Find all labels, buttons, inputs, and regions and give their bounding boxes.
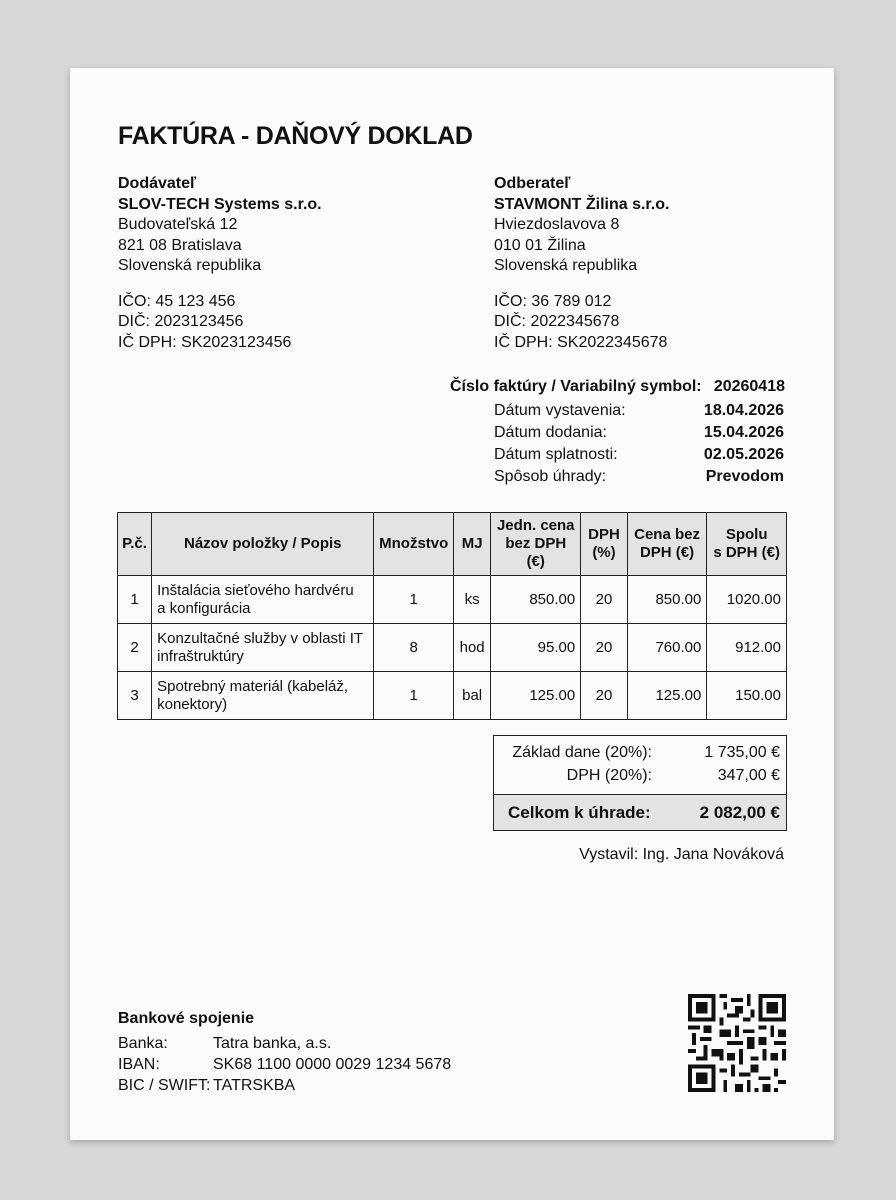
bic-row [118, 1075, 296, 1096]
invoice-title: FAKTÚRA - DAŇOVÝ DOKLAD [118, 122, 473, 150]
unit-price-header-line3: (€) [526, 553, 545, 570]
row-description-line1: Inštalácia sieťového hardvéru [157, 581, 354, 599]
col-header-unit-price [491, 513, 581, 576]
supplier-block [118, 174, 448, 353]
row-vat: 20 [581, 624, 628, 672]
unit-price-header-line1: Jedn. cena [496, 517, 575, 534]
due-date-label: Dátum splatnosti: [494, 446, 618, 463]
bank-details-label: Bankové spojenie [118, 1010, 255, 1027]
row-pc: 1 [118, 576, 152, 624]
vat-header-line1: DPH [588, 526, 620, 543]
table-row [118, 576, 787, 624]
due-date-row [494, 446, 784, 468]
grand-total-label: Celkom k úhrade: [508, 803, 651, 822]
customer-icdph: IČ DPH: SK2022345678 [494, 333, 668, 351]
supplier-street: Budovateľská 12 [118, 216, 238, 233]
payment-method-row [494, 468, 784, 490]
col-header-unit: MJ [454, 513, 491, 576]
issue-date-row [494, 402, 784, 424]
row-unit-price: 125.00 [491, 672, 581, 720]
due-date-value: 02.05.2026 [703, 446, 784, 463]
row-pc: 2 [118, 624, 152, 672]
row-unit-price: 95.00 [491, 624, 581, 672]
vat-total-value: 347,00 € [717, 767, 780, 784]
customer-block [494, 174, 794, 353]
bank-name-row [118, 1033, 332, 1054]
supplier-country: Slovenská republika [118, 257, 262, 274]
items-table [117, 512, 787, 720]
row-pc: 3 [118, 672, 152, 720]
row-total: 1020.00 [707, 576, 787, 624]
bank-name-label: Banka: [118, 1035, 168, 1052]
grand-total-value: 2 082,00 € [699, 803, 780, 822]
supplier-icdph: IČ DPH: SK2023123456 [118, 333, 292, 351]
supplier-ico: IČO: 45 123 456 [118, 292, 236, 310]
total-header-line2: s DPH (€) [713, 544, 781, 561]
supplier-name: SLOV-TECH Systems s.r.o. [118, 195, 322, 213]
table-row [118, 624, 787, 672]
row-description-line1: Konzultačné služby v oblasti IT [157, 629, 364, 647]
row-qty: 1 [374, 576, 454, 624]
row-description-line2: konektory) [157, 695, 228, 713]
customer-country: Slovenská republika [494, 257, 638, 274]
invoice-dates [494, 402, 784, 492]
payment-method-label: Spôsob úhrady: [494, 468, 607, 485]
delivery-date-value: 15.04.2026 [703, 424, 784, 441]
customer-name: STAVMONT Žilina s.r.o. [494, 195, 670, 213]
delivery-date-label: Dátum dodania: [494, 424, 607, 441]
supplier-city: 821 08 Bratislava [118, 236, 242, 254]
col-header-name: Názov položky / Popis [152, 513, 374, 576]
unit-price-header-line2: bez DPH [505, 535, 567, 552]
payment-method-value: Prevodom [705, 468, 784, 485]
supplier-dic: DIČ: 2023123456 [118, 313, 244, 330]
customer-street: Hviezdoslavova 8 [494, 216, 620, 233]
col-header-net [627, 513, 707, 576]
row-net: 850.00 [627, 576, 707, 624]
tax-base-row [500, 744, 780, 766]
row-vat: 20 [581, 672, 628, 720]
col-header-pc: P.č. [118, 513, 152, 576]
row-qty: 8 [374, 624, 454, 672]
invoice-number-value: 20260418 [713, 378, 785, 395]
vat-total-label: DPH (20%): [566, 767, 652, 784]
net-header-line1: Cena bez [634, 526, 700, 543]
vat-total-row [500, 767, 780, 789]
row-net: 760.00 [627, 624, 707, 672]
tax-base-value: 1 735,00 € [704, 744, 780, 761]
row-total: 912.00 [707, 624, 787, 672]
invoice-number-row [450, 378, 785, 400]
supplier-label: Dodávateľ [118, 175, 197, 192]
row-unit: ks [454, 576, 491, 624]
tax-base-label: Základ dane (20%): [512, 744, 652, 761]
table-header-row [118, 513, 787, 576]
customer-ico: IČO: 36 789 012 [494, 292, 612, 310]
invoice-page [70, 68, 834, 1140]
iban-label: IBAN: [118, 1056, 160, 1073]
bic-label: BIC / SWIFT: [118, 1077, 211, 1094]
issue-date-label: Dátum vystavenia: [494, 402, 626, 419]
row-unit: bal [454, 672, 491, 720]
table-row [118, 672, 787, 720]
iban-value: SK68 1100 0000 0029 1234 5678 [213, 1056, 452, 1073]
customer-city: 010 01 Žilina [494, 236, 586, 254]
row-net: 125.00 [627, 672, 707, 720]
customer-dic: DIČ: 2022345678 [494, 313, 620, 330]
issued-by: Vystavil: Ing. Jana Nováková [579, 846, 784, 863]
delivery-date-row [494, 424, 784, 446]
row-vat: 20 [581, 576, 628, 624]
row-qty: 1 [374, 672, 454, 720]
bic-value: TATRSKBA [213, 1077, 296, 1094]
bank-name-value: Tatra banka, a.s. [213, 1035, 332, 1052]
row-description [152, 576, 374, 624]
net-header-line2: DPH (€) [639, 544, 695, 561]
totals-box [493, 735, 787, 831]
col-header-qty: Množstvo [374, 513, 454, 576]
bank-details [118, 1008, 452, 1096]
row-description [152, 672, 374, 720]
row-total: 150.00 [707, 672, 787, 720]
row-description-line1: Spotrebný materiál (kabeláž, [157, 677, 349, 695]
grand-total-row [494, 794, 786, 830]
customer-label: Odberateľ [494, 175, 571, 192]
invoice-number-label: Číslo faktúry / Variabilný symbol: [450, 378, 702, 395]
row-unit: hod [454, 624, 491, 672]
qr-code-icon [688, 994, 786, 1092]
vat-header-line2: (%) [592, 544, 616, 561]
col-header-vat [581, 513, 628, 576]
row-description-line2: a konfigurácia [157, 599, 251, 617]
row-unit-price: 850.00 [491, 576, 581, 624]
row-description [152, 624, 374, 672]
row-description-line2: infraštruktúry [157, 647, 244, 665]
total-header-line1: Spolu [725, 526, 768, 543]
col-header-total [707, 513, 787, 576]
iban-row [118, 1054, 452, 1075]
issue-date-value: 18.04.2026 [703, 402, 784, 419]
